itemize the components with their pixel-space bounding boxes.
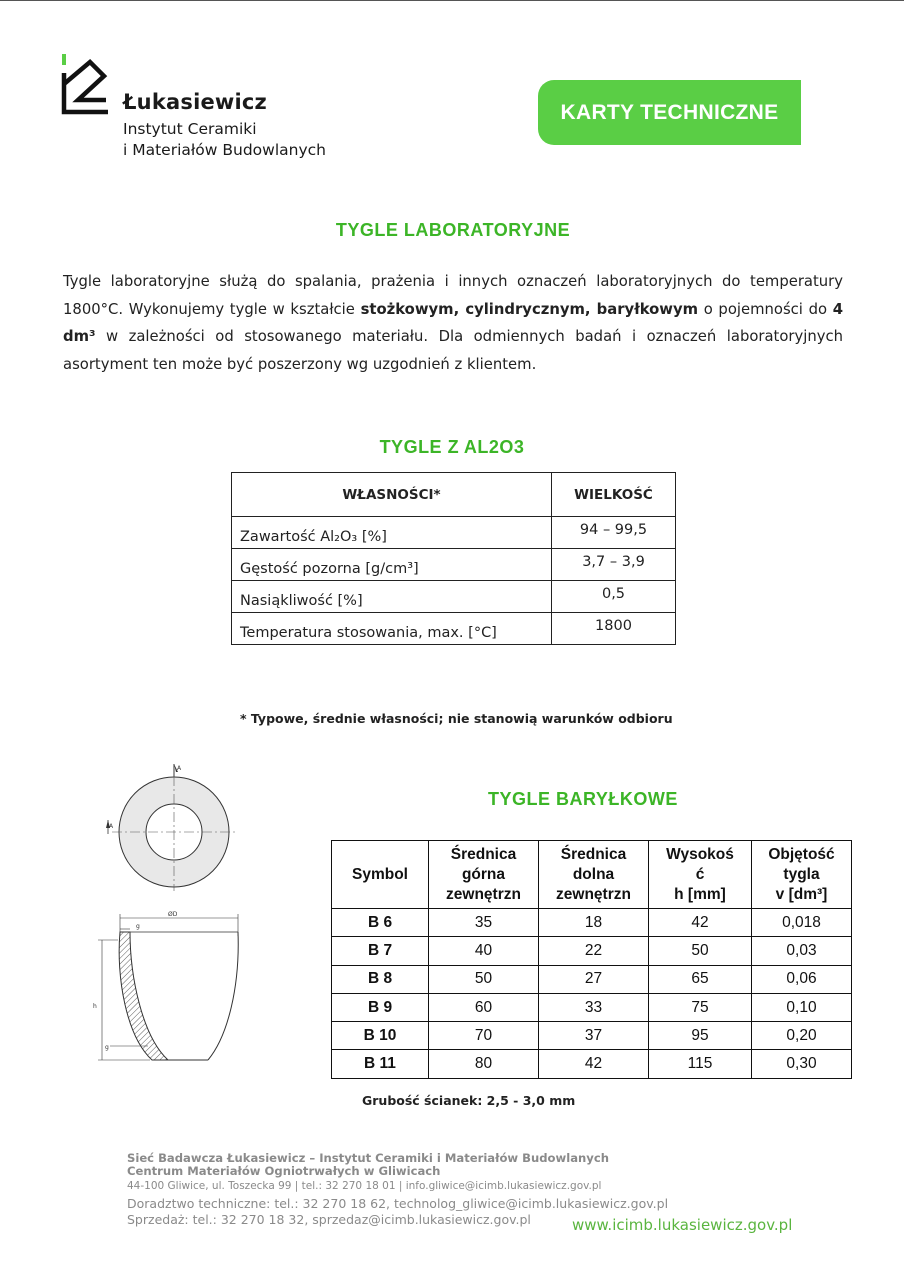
top-diameter-cell: 80 [429, 1050, 539, 1078]
table-header-symbol [332, 841, 429, 909]
header-line: Średnica [450, 845, 517, 863]
height-cell: 115 [649, 1050, 752, 1078]
top-border [0, 0, 904, 1]
table-row [232, 517, 676, 549]
height-cell: 50 [649, 937, 752, 965]
bottom-diameter-cell: 22 [539, 937, 649, 965]
value-cell: 3,7 – 3,9 [552, 549, 676, 581]
barrel-crucibles-heading: TYGLE BARYŁKOWE [488, 789, 678, 809]
crucible-top-view [106, 764, 236, 891]
properties-footnote: * Typowe, średnie własności; nie stanowią warunków odbioru [240, 711, 673, 726]
property-cell: Temperatura stosowania, max. [°C] [232, 613, 552, 645]
symbol-cell: B 11 [332, 1050, 429, 1078]
intro-shapes: stożkowym, cylindrycznym, baryłkowym [360, 300, 699, 318]
header-line: h [mm] [674, 885, 726, 903]
height-cell: 75 [649, 993, 752, 1021]
value-cell: 94 – 99,5 [552, 517, 676, 549]
top-diameter-cell: 35 [429, 909, 539, 937]
volume-cell: 0,06 [752, 965, 852, 993]
table-row [332, 993, 852, 1021]
volume-cell: 0,30 [752, 1050, 852, 1078]
table-header-volume [752, 841, 852, 909]
top-diameter-cell: 40 [429, 937, 539, 965]
table-row [232, 581, 676, 613]
symbol-cell: B 7 [332, 937, 429, 965]
lukasiewicz-logo [60, 54, 360, 164]
height-cell: 95 [649, 1022, 752, 1050]
wall-thickness-note: Grubość ścianek: 2,5 - 3,0 mm [362, 1093, 576, 1108]
symbol-cell: B 9 [332, 993, 429, 1021]
bottom-diameter-cell: 37 [539, 1022, 649, 1050]
bottom-diameter-cell: 27 [539, 965, 649, 993]
table-header-height [649, 841, 752, 909]
header-line: Wysokoś [666, 845, 734, 863]
volume-cell: 0,03 [752, 937, 852, 965]
lukasiewicz-logo-icon [60, 54, 112, 116]
header-line: dolna [572, 865, 615, 883]
intro-text-1: Tygle laboratoryjne służą do spalania, prażenia i innych oznaczeń laboratoryjnych do temperatury 1800°C. Wykonujemy tygle w kształcie [63, 273, 843, 318]
table-header-bottom-diameter [539, 841, 649, 909]
header-line: Średnica [560, 845, 627, 863]
wall-label-top: g [136, 923, 140, 930]
footer-address: 44-100 Gliwice, ul. Toszecka 99 | tel.: 32 270 18 01 | info.gliwice@icimb.lukasiewicz.gov.pl [127, 1180, 602, 1192]
page-title: TYGLE LABORATORYJNE [335, 220, 571, 240]
header-line: górna [461, 865, 506, 883]
diameter-label: ØD [168, 911, 178, 918]
intro-text-2: o pojemności do [698, 300, 833, 318]
header-line: Objętość [768, 845, 835, 863]
property-cell: Gęstość pozorna [g/cm³] [232, 549, 552, 581]
table-row [332, 1050, 852, 1078]
document-type-badge: KARTY TECHNICZNE [538, 80, 801, 145]
wall-label-bottom: g [105, 1044, 109, 1051]
logo-institute-line2: i Materiałów Budowlanych [123, 141, 326, 159]
table-row [332, 909, 852, 937]
table-header-value: WIELKOŚĆ [552, 473, 676, 517]
table-row [332, 1022, 852, 1050]
symbol-cell: B 10 [332, 1022, 429, 1050]
top-diameter-cell: 50 [429, 965, 539, 993]
table-header-top-diameter [429, 841, 539, 909]
header-line: zewnętrzn [556, 885, 631, 903]
table-row [332, 965, 852, 993]
bottom-diameter-cell: 42 [539, 1050, 649, 1078]
header-line: v [dm³] [775, 885, 828, 903]
table-header-properties: WŁASNOŚCI* [232, 473, 552, 517]
header-line: ć [695, 865, 705, 883]
crucible-technical-drawing [90, 756, 250, 1066]
height-cell: 42 [649, 909, 752, 937]
value-cell: 0,5 [552, 581, 676, 613]
symbol-cell: B 6 [332, 909, 429, 937]
symbol-cell: B 8 [332, 965, 429, 993]
al2o3-properties-table [231, 472, 676, 645]
al2o3-heading: TYGLE Z AL2O3 [379, 437, 525, 457]
property-cell: Nasiąkliwość [%] [232, 581, 552, 613]
intro-capacity: 4 dm³ [63, 300, 843, 345]
footer-network: Sieć Badawcza Łukasiewicz – Instytut Ceramiki i Materiałów Budowlanych [127, 1151, 609, 1165]
top-diameter-cell: 70 [429, 1022, 539, 1050]
header-line: Symbol [352, 865, 408, 883]
volume-cell: 0,10 [752, 993, 852, 1021]
section-label-side: A [109, 823, 114, 830]
property-cell: Zawartość Al₂O₃ [%] [232, 517, 552, 549]
header-line: tygla [783, 865, 820, 883]
table-row [332, 937, 852, 965]
bottom-diameter-cell: 33 [539, 993, 649, 1021]
header-line: zewnętrzn [446, 885, 521, 903]
section-label-top: A [177, 765, 182, 772]
barrel-crucibles-table [331, 840, 852, 1079]
intro-text-3: w zależności od stosowanego materiału. Dla odmiennych badań i oznaczeń laboratoryjnych asortyment ten może być poszerzony wg uzgodnień z klientem. [63, 328, 843, 373]
top-diameter-cell: 60 [429, 993, 539, 1021]
table-row [232, 549, 676, 581]
intro-paragraph [63, 268, 843, 378]
footer-technical-advice: Doradztwo techniczne: tel.: 32 270 18 62, technolog_gliwice@icimb.lukasiewicz.gov.pl [127, 1196, 669, 1211]
volume-cell: 0,20 [752, 1022, 852, 1050]
value-cell: 1800 [552, 613, 676, 645]
website-link[interactable]: www.icimb.lukasiewicz.gov.pl [572, 1216, 793, 1234]
logo-name: Łukasiewicz [123, 90, 267, 114]
logo-institute-line1: Instytut Ceramiki [123, 120, 257, 138]
crucible-section-view [93, 911, 238, 1060]
height-label: h [93, 1003, 97, 1010]
volume-cell: 0,018 [752, 909, 852, 937]
footer-centre: Centrum Materiałów Ogniotrwałych w Gliwicach [127, 1164, 441, 1178]
footer-sales: Sprzedaż: tel.: 32 270 18 32, sprzedaz@icimb.lukasiewicz.gov.pl [127, 1212, 531, 1227]
bottom-diameter-cell: 18 [539, 909, 649, 937]
table-row [232, 613, 676, 645]
height-cell: 65 [649, 965, 752, 993]
